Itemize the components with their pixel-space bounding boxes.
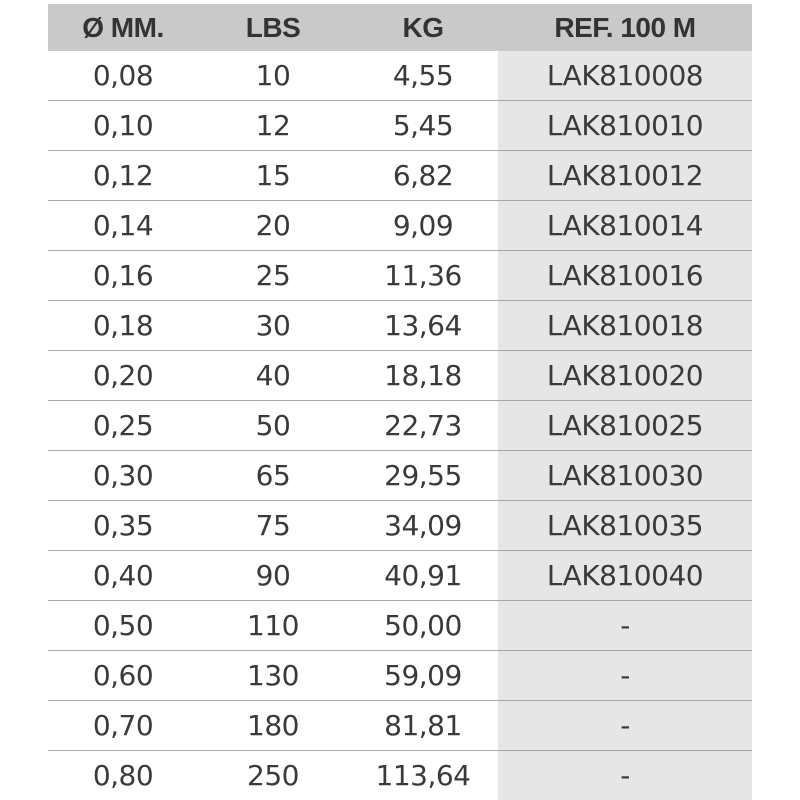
cell-kg: 5,45 <box>348 101 498 151</box>
cell-lbs: 40 <box>198 351 348 401</box>
header-lbs: LBS <box>198 4 348 51</box>
cell-kg: 6,82 <box>348 151 498 201</box>
table-row <box>48 201 752 251</box>
cell-kg: 9,09 <box>348 201 498 251</box>
cell-diameter: 0,60 <box>48 651 198 701</box>
cell-ref: LAK810030 <box>498 451 752 501</box>
cell-lbs: 130 <box>198 651 348 701</box>
cell-diameter: 0,20 <box>48 351 198 401</box>
cell-diameter: 0,70 <box>48 701 198 751</box>
cell-ref: LAK810008 <box>498 51 752 101</box>
cell-kg: 40,91 <box>348 551 498 601</box>
cell-diameter: 0,16 <box>48 251 198 301</box>
header-kg: KG <box>348 4 498 51</box>
cell-diameter: 0,50 <box>48 601 198 651</box>
table-row <box>48 651 752 701</box>
cell-ref: LAK810040 <box>498 551 752 601</box>
cell-ref: - <box>498 601 752 651</box>
cell-lbs: 15 <box>198 151 348 201</box>
cell-diameter: 0,10 <box>48 101 198 151</box>
cell-ref: LAK810025 <box>498 401 752 451</box>
cell-lbs: 20 <box>198 201 348 251</box>
cell-diameter: 0,25 <box>48 401 198 451</box>
cell-ref: LAK810010 <box>498 101 752 151</box>
cell-diameter: 0,80 <box>92 759 154 792</box>
header-diameter: Ø MM. <box>48 4 198 51</box>
table-row <box>48 451 752 501</box>
table-row <box>48 751 752 800</box>
cell-lbs: 30 <box>198 301 348 351</box>
cell-ref: LAK810012 <box>498 151 752 201</box>
cell-lbs: 180 <box>198 701 348 751</box>
cell-kg: 113,64 <box>375 759 471 792</box>
table-row <box>48 701 752 751</box>
cell-diameter: 0,08 <box>48 51 198 101</box>
table-row <box>48 101 752 151</box>
cell-kg: 4,55 <box>348 51 498 101</box>
cell-kg: 29,55 <box>348 451 498 501</box>
cell-ref: LAK810016 <box>498 251 752 301</box>
header-ref: REF. 100 M <box>498 4 752 51</box>
cell-kg: 50,00 <box>348 601 498 651</box>
cell-diameter: 0,12 <box>48 151 198 201</box>
table-row <box>48 551 752 601</box>
cell-kg: 18,18 <box>348 351 498 401</box>
table-body <box>48 51 752 800</box>
cell-ref: LAK810020 <box>498 351 752 401</box>
cell-ref: LAK810014 <box>498 201 752 251</box>
cell-kg: 81,81 <box>348 701 498 751</box>
cell-ref: LAK810018 <box>498 301 752 351</box>
cell-ref: - <box>498 701 752 751</box>
cell-ref: - <box>498 651 752 701</box>
header-row <box>48 4 752 51</box>
cell-kg: 34,09 <box>348 501 498 551</box>
cell-lbs: 110 <box>198 601 348 651</box>
table-row <box>48 601 752 651</box>
table-row <box>48 51 752 101</box>
cell-lbs: 90 <box>198 551 348 601</box>
cell-lbs: 75 <box>198 501 348 551</box>
cell-kg: 22,73 <box>348 401 498 451</box>
cell-kg: 59,09 <box>348 651 498 701</box>
cell-kg: 13,64 <box>348 301 498 351</box>
cell-ref: LAK810035 <box>498 501 752 551</box>
line-spec-table-container <box>48 4 752 800</box>
cell-lbs: 50 <box>198 401 348 451</box>
cell-diameter: 0,40 <box>48 551 198 601</box>
cell-lbs: 12 <box>198 101 348 151</box>
table-row <box>48 351 752 401</box>
cell-ref: - <box>498 751 752 800</box>
table-row <box>48 151 752 201</box>
cell-diameter: 0,35 <box>48 501 198 551</box>
line-spec-table <box>48 4 752 800</box>
table-row <box>48 301 752 351</box>
cell-lbs: 250 <box>247 759 299 792</box>
table-header <box>48 4 752 51</box>
table-row <box>48 401 752 451</box>
cell-diameter: 0,18 <box>48 301 198 351</box>
cell-kg: 11,36 <box>348 251 498 301</box>
cell-lbs: 10 <box>198 51 348 101</box>
cell-diameter: 0,30 <box>48 451 198 501</box>
cell-lbs: 65 <box>198 451 348 501</box>
table-row <box>48 251 752 301</box>
table-row <box>48 501 752 551</box>
cell-diameter: 0,14 <box>48 201 198 251</box>
cell-lbs: 25 <box>198 251 348 301</box>
